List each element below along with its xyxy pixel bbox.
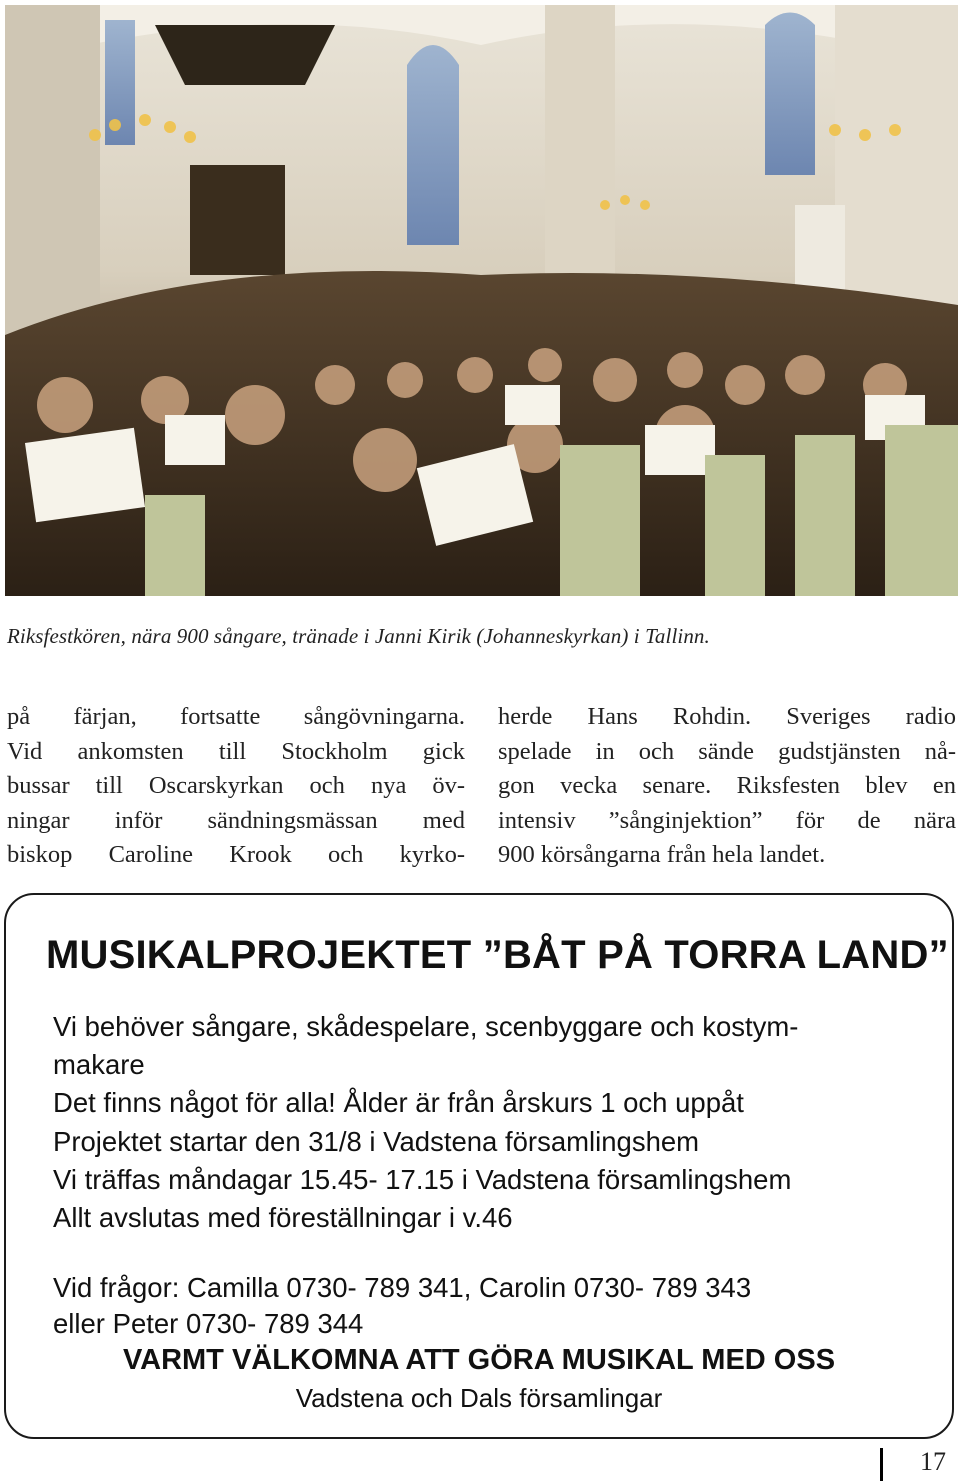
article-line: spelade in och sände gudstjänsten nå-	[498, 737, 956, 765]
notice-welcome: VARMT VÄLKOMNA ATT GÖRA MUSIKAL MED OSS	[122, 1344, 836, 1376]
choir-photo-illustration	[5, 5, 958, 596]
notice-title: MUSIKALPROJEKTET ”BÅT PÅ TORRA LAND”	[46, 933, 949, 977]
contact-line: Vid frågor: Camilla 0730- 789 341, Carolin 0730- 789 343	[53, 1272, 752, 1303]
page-number: 17	[920, 1447, 946, 1476]
photo-caption: Riksfestkören, nära 900 sångare, tränade i Janni Kirik (Johanneskyrkan) i Tallinn.	[7, 624, 710, 648]
notice-line: Projektet startar den 31/8 i Vadstena församlingshem	[53, 1125, 700, 1157]
article-line: ningar inför sändningsmässan med	[7, 806, 465, 834]
notice-contact	[53, 1270, 751, 1342]
notice-details	[53, 1008, 798, 1237]
article-left-column	[7, 700, 465, 873]
notice-line: Allt avslutas med föreställningar i v.46	[53, 1202, 513, 1234]
article-line: gon vecka senare. Riksfesten blev en	[498, 772, 956, 800]
article-line: herde Hans Rohdin. Sveriges radio	[498, 703, 956, 730]
contact-line: eller Peter 0730- 789 344	[53, 1308, 364, 1339]
notice-line: Vi behöver sångare, skådespelare, scenbyggare och kostym-	[53, 1011, 799, 1042]
article-right-column	[498, 700, 956, 873]
notice-line: Vi träffas måndagar 15.45- 17.15 i Vadstena församlingshem	[53, 1163, 792, 1195]
article-line: intensiv ”sånginjektion” för de nära	[498, 806, 956, 834]
notice-line: makare	[53, 1049, 145, 1081]
page-number-divider	[880, 1448, 883, 1481]
article-line: biskop Caroline Krook och kyrko-	[7, 841, 465, 869]
article-line: 900 körsångarna från hela landet.	[498, 841, 826, 869]
article-line: på färjan, fortsatte sångövningarna.	[7, 703, 465, 730]
article-line: Vid ankomsten till Stockholm gick	[7, 737, 465, 765]
musical-notice-box	[4, 893, 954, 1439]
notice-signature: Vadstena och Dals församlingar	[295, 1383, 663, 1413]
notice-line: Det finns något för alla! Ålder är från årskurs 1 och uppåt	[53, 1087, 744, 1119]
church-choir-photo	[5, 5, 958, 596]
article-line: bussar till Oscarskyrkan och nya öv-	[7, 772, 465, 800]
